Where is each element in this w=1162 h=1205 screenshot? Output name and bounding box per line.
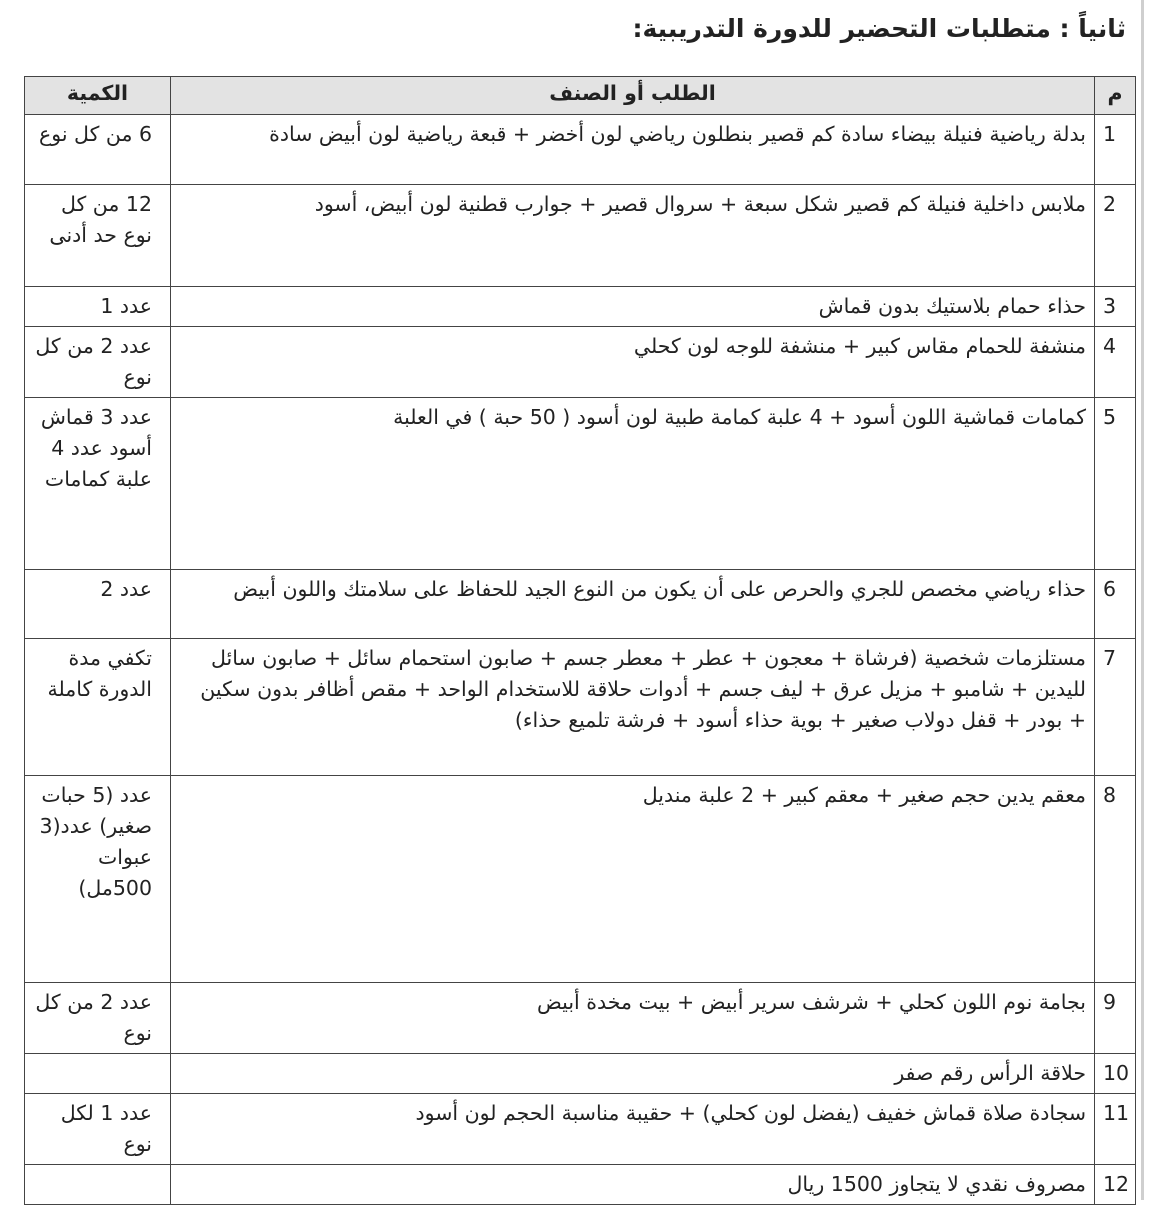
row-item: ملابس داخلية فنيلة كم قصير شكل سبعة + سروال قصير + جوارب قطنية لون أبيض، أسود xyxy=(171,185,1095,287)
row-item: كمامات قماشية اللون أسود + 4 علبة كمامة طبية لون أسود ( 50 حبة ) في العلبة xyxy=(171,398,1095,570)
row-quantity: عدد 1 xyxy=(25,287,171,327)
table-row xyxy=(25,570,1136,639)
row-quantity: عدد 2 xyxy=(25,570,171,639)
table-row xyxy=(25,639,1136,776)
row-quantity: 12 من كل نوع حد أدنى xyxy=(25,185,171,287)
row-quantity: عدد 3 قماش أسود عدد 4 علبة كمامات xyxy=(25,398,171,570)
page-title: ثانياً : متطلبات التحضير للدورة التدريبية: xyxy=(632,14,1126,43)
row-quantity: عدد 2 من كل نوع xyxy=(25,327,171,398)
table-row xyxy=(25,398,1136,570)
row-item: بدلة رياضية فنيلة بيضاء سادة كم قصير بنطلون رياضي لون أخضر + قبعة رياضية لون أبيض سادة xyxy=(171,115,1095,185)
header-item: الطلب أو الصنف xyxy=(171,77,1095,115)
table-header-row xyxy=(25,77,1136,115)
table-row xyxy=(25,115,1136,185)
row-quantity: 6 من كل نوع xyxy=(25,115,171,185)
table-row xyxy=(25,327,1136,398)
row-quantity: عدد (5 حبات صغير) عدد(3 عبوات 500مل) xyxy=(25,776,171,983)
row-number: 9 xyxy=(1095,983,1136,1054)
row-item: بجامة نوم اللون كحلي + شرشف سرير أبيض + بيت مخدة أبيض xyxy=(171,983,1095,1054)
page-edge-rule xyxy=(1141,0,1144,1200)
row-item: سجادة صلاة قماش خفيف (يفضل لون كحلي) + حقيبة مناسبة الحجم لون أسود xyxy=(171,1094,1095,1165)
row-number: 12 xyxy=(1095,1165,1136,1205)
row-number: 8 xyxy=(1095,776,1136,983)
header-number: م xyxy=(1095,77,1136,115)
row-item: مستلزمات شخصية (فرشاة + معجون + عطر + معطر جسم + صابون استحمام سائل + صابون سائل لليدين + شامبو + مزيل عرق + ليف جسم + أدوات حلاقة للاستخدام الواحد + مقص أظافر بدون سكين + بودر + قفل دولاب صغير + بوية حذاء أسود + فرشة تلميع حذاء) xyxy=(171,639,1095,776)
row-item: حذاء حمام بلاستيك بدون قماش xyxy=(171,287,1095,327)
table-row xyxy=(25,1165,1136,1205)
row-item: حلاقة الرأس رقم صفر xyxy=(171,1054,1095,1094)
table-row xyxy=(25,287,1136,327)
table-row xyxy=(25,1094,1136,1165)
table-row xyxy=(25,983,1136,1054)
table-row xyxy=(25,185,1136,287)
row-item: معقم يدين حجم صغير + معقم كبير + 2 علبة منديل xyxy=(171,776,1095,983)
row-number: 6 xyxy=(1095,570,1136,639)
row-quantity xyxy=(25,1054,171,1094)
row-quantity: عدد 1 لكل نوع xyxy=(25,1094,171,1165)
row-item: مصروف نقدي لا يتجاوز 1500 ريال xyxy=(171,1165,1095,1205)
row-number: 5 xyxy=(1095,398,1136,570)
row-number: 10 xyxy=(1095,1054,1136,1094)
row-quantity xyxy=(25,1165,171,1205)
row-number: 2 xyxy=(1095,185,1136,287)
table-row xyxy=(25,1054,1136,1094)
row-quantity: تكفي مدة الدورة كاملة xyxy=(25,639,171,776)
row-quantity: عدد 2 من كل نوع xyxy=(25,983,171,1054)
row-number: 7 xyxy=(1095,639,1136,776)
row-number: 3 xyxy=(1095,287,1136,327)
row-number: 4 xyxy=(1095,327,1136,398)
table-row xyxy=(25,776,1136,983)
header-quantity: الكمية xyxy=(25,77,171,115)
requirements-table xyxy=(24,76,1136,1205)
row-number: 1 xyxy=(1095,115,1136,185)
row-number: 11 xyxy=(1095,1094,1136,1165)
row-item: حذاء رياضي مخصص للجري والحرص على أن يكون من النوع الجيد للحفاظ على سلامتك واللون أبيض xyxy=(171,570,1095,639)
row-item: منشفة للحمام مقاس كبير + منشفة للوجه لون كحلي xyxy=(171,327,1095,398)
